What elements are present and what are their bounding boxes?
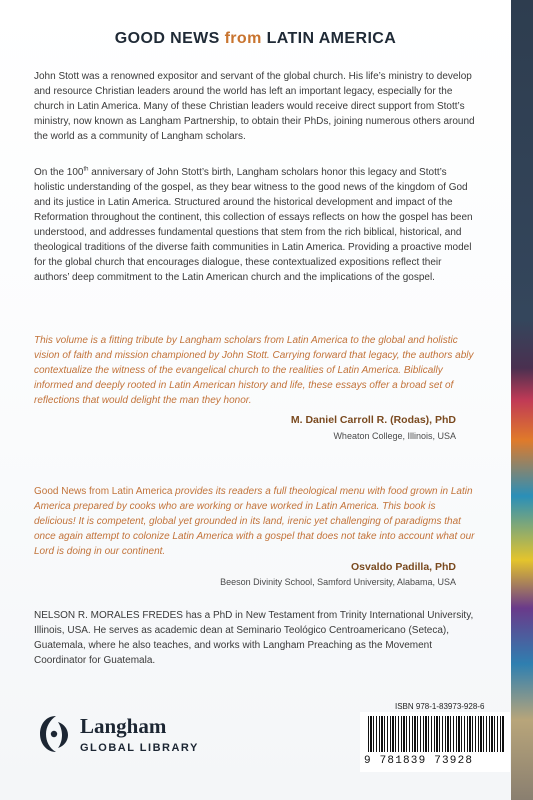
- endorsement-affiliation-2: Beeson Divinity School, Samford University, Alabama, USA: [220, 577, 456, 587]
- description-paragraph-1: John Stott was a renowned expositor and servant of the global church. His life’s ministry to develop and resource Christian leaders around the world has left an important legacy, especially for the church in Latin America. Many of these Christian leaders would receive direct support from Stott’s ministry, now known as Langham Partnership, to obtain their PhDs, joining numerous others around the world as a community of Langham scholars.: [34, 71, 475, 142]
- publisher-name: Langham: [80, 714, 167, 738]
- langham-logo-icon: [36, 712, 76, 756]
- endorsement-author-2: Osvaldo Padilla, PhD: [350, 561, 456, 573]
- endorsement-affiliation-1: Wheaton College, Illinois, USA: [333, 431, 456, 441]
- isbn-label: ISBN 978-1-83973-928-6: [395, 702, 485, 711]
- endorsement-quote-1: This volume is a fitting tribute by Langham scholars from Latin America to the global and holistic vision of faith and mission championed by John Stott. Carrying forward that legacy, the authors ably contextualize the witness of the evangelical church to the realities of Latin America. Biblically informed and deeply rooted in Latin American history and life, these essays offer a broad set of reflections that would delight the man they honor.: [34, 335, 474, 406]
- publisher-imprint: GLOBAL LIBRARY: [80, 742, 199, 754]
- description-paragraph-2: On the 100th anniversary of John Stott’s birth, Langham scholars honor this legacy and Stott’s holistic understanding of the gospel, as they bear witness to the good news of the kingdom of God and its justice in Latin America. Structured around the historical development and impact of the Reformation throughout the continent, this collection of essays reflects on how the gospel has been understood, and addresses fundamental questions that stem from the rich biblical, historical, and theological traditions of the diverse faith communities in Latin America. Providing a proactive model for the global church that encourages dialogue, these contextualized expositions reflect their authors’ deep commitment to the Latin American church and the implications of the gospel.: [34, 166, 473, 283]
- endorsement-quote-2: Good News from Latin America provides its readers a full theological menu with food grown in Latin America prepared by cooks who are working or have worked in Latin America. This book is delicious! It is competent, global yet grounded in its land, irenic yet challenging of paradigms that once again attempt to colonize Latin America with a gospel that does not take into account what our Lord is doing in our continent.: [34, 486, 475, 557]
- barcode: [360, 712, 510, 772]
- author-bio: NELSON R. MORALES FREDES has a PhD in New Testament from Trinity International University, Illinois, USA. He serves as academic dean at Seminario Teológico Centroamericano (Seteca), Guatemala, where he also teaches, and works with Langham Preaching as the Movement Coordinator for Guatemala.: [34, 610, 474, 666]
- cover-art-strip: [509, 0, 533, 800]
- barcode-number: 9 781839 73928: [364, 755, 474, 767]
- endorsement-author-1: M. Daniel Carroll R. (Rodas), PhD: [290, 414, 456, 426]
- book-title: GOOD NEWS from LATIN AMERICA: [114, 30, 397, 47]
- barcode-bars: [368, 716, 504, 752]
